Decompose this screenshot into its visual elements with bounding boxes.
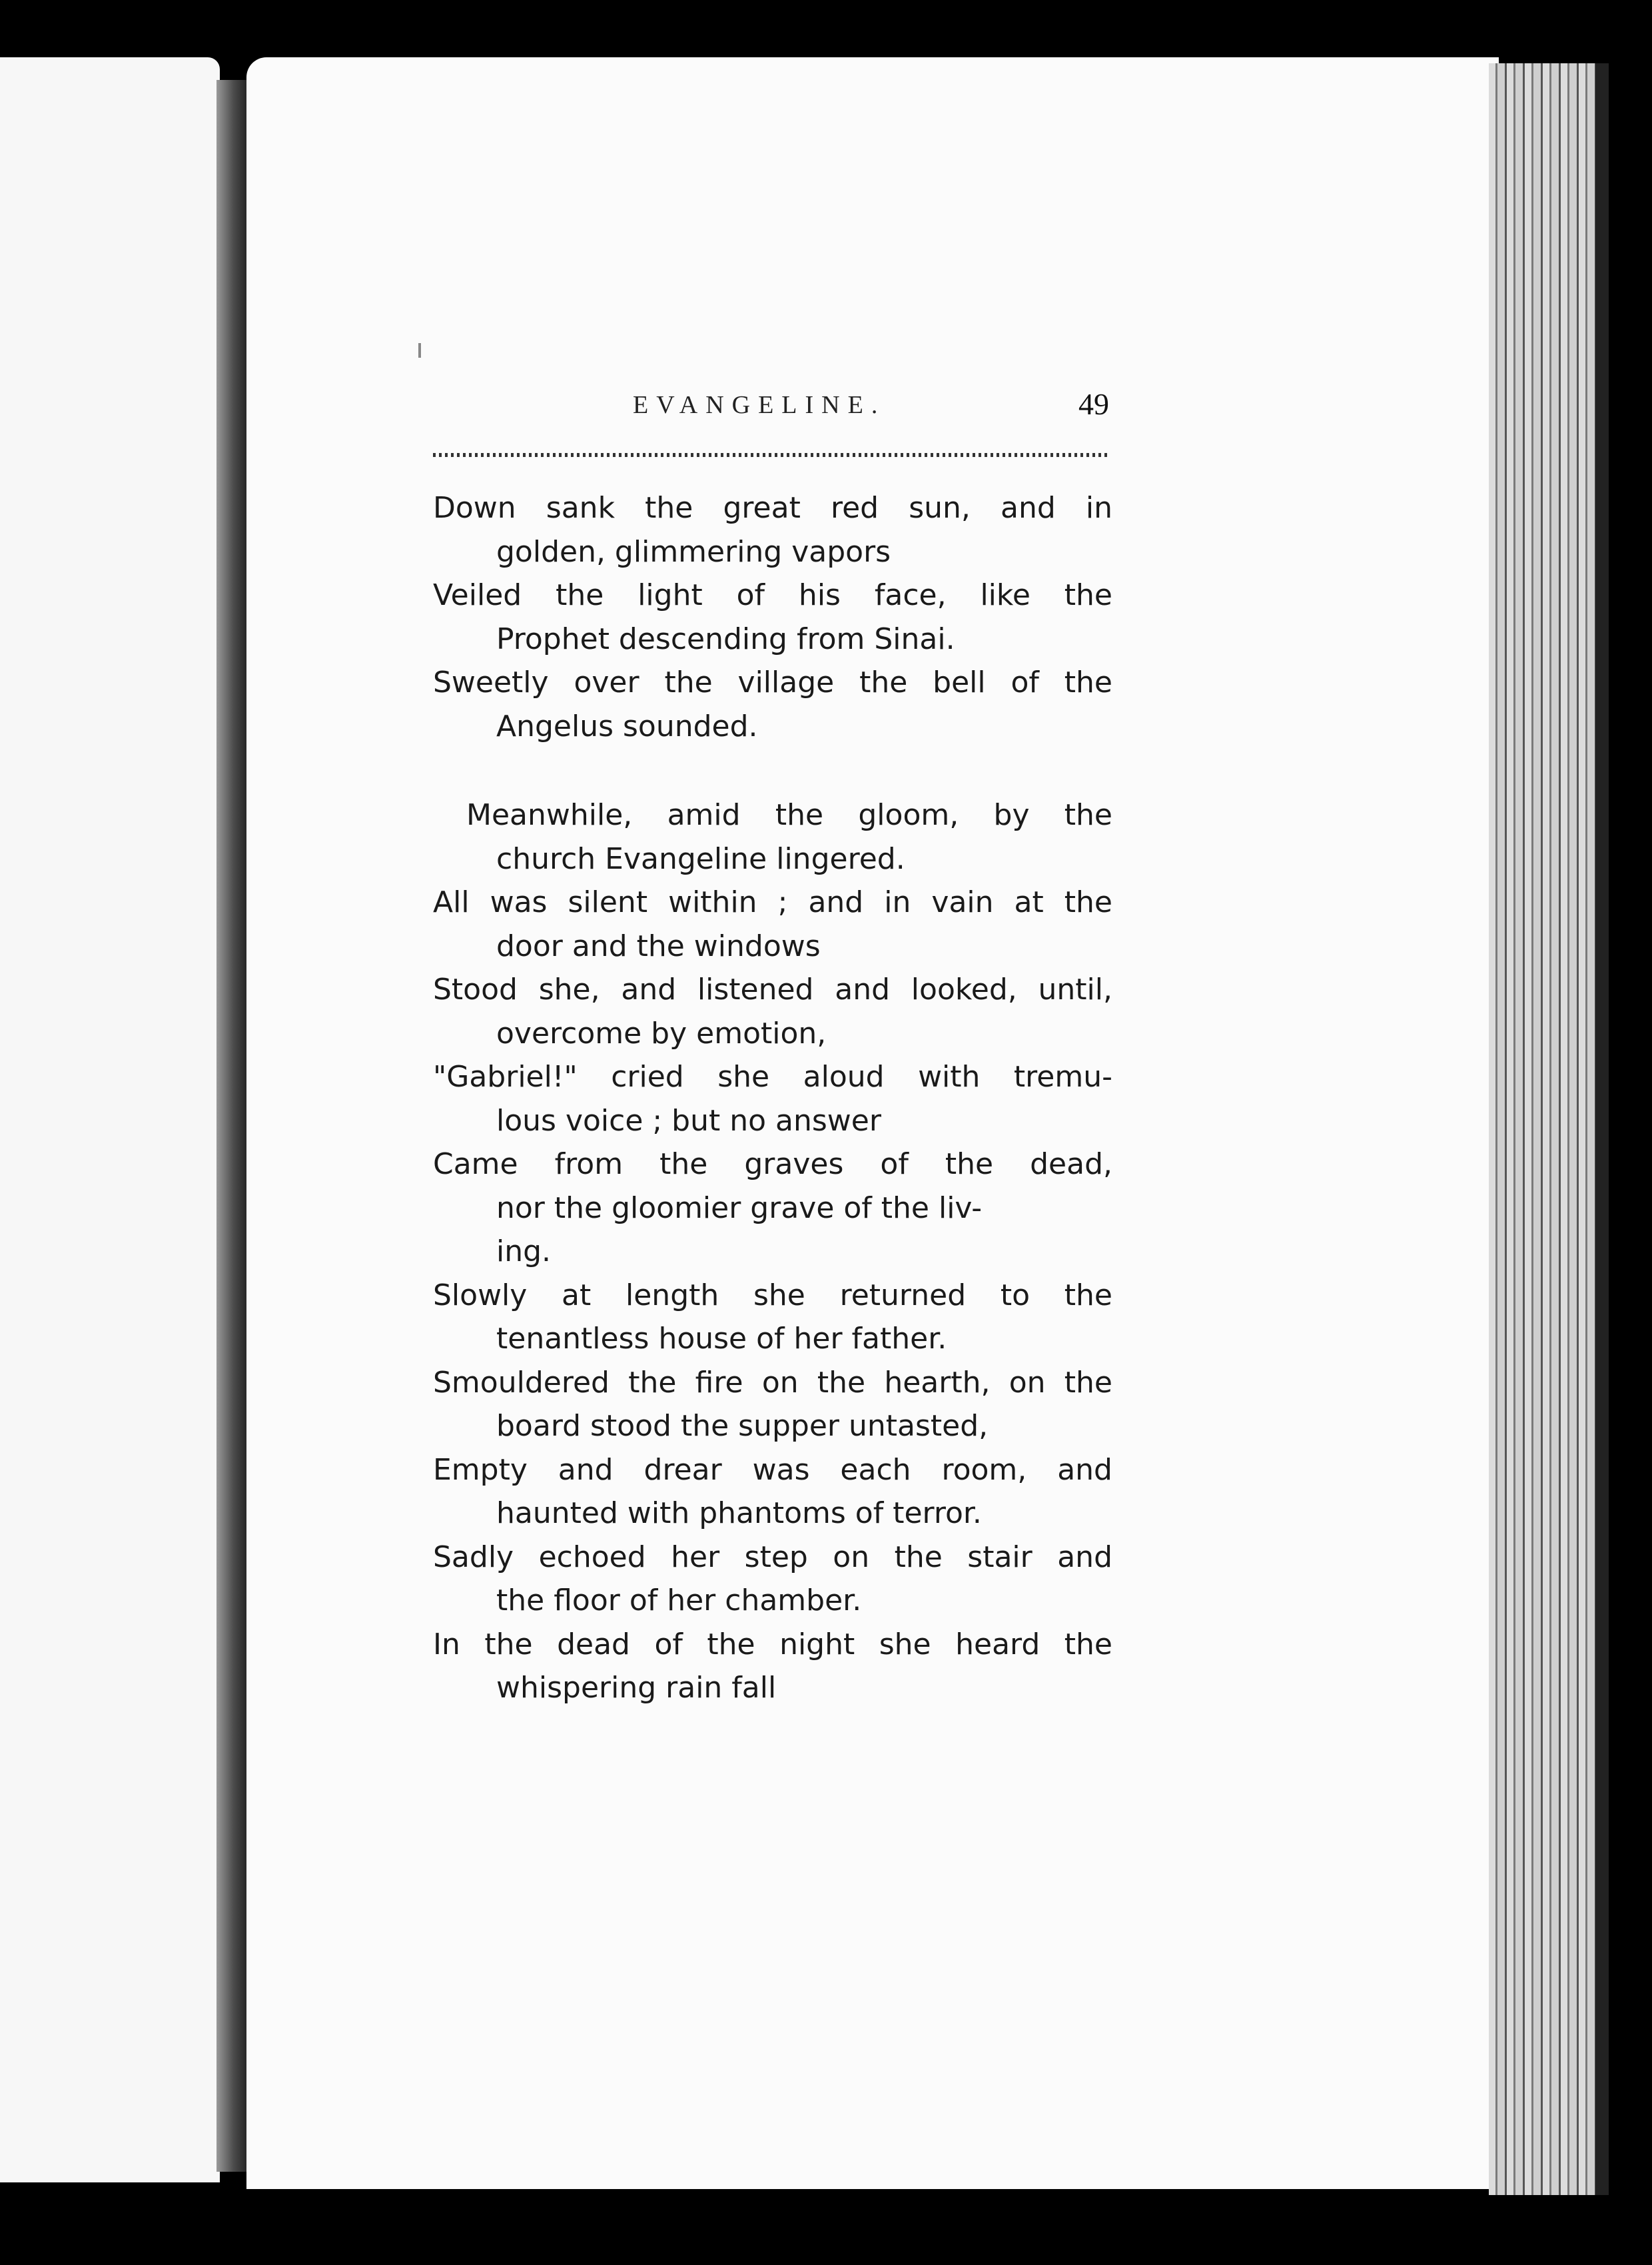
page-edges [1489,63,1599,2195]
verse-continuation: overcome by emotion, [496,1016,827,1051]
verse-continuation: Prophet descending from Sinai. [496,622,955,656]
previous-page-fragment [0,1522,210,1553]
book-edge-shadow [1595,63,1609,2195]
verse-line: Stood she, and listened and looked, until, [433,973,1112,1007]
stanza-gap [433,748,1112,793]
previous-page-fragment [0,825,210,855]
poem-text [433,486,1112,1710]
previous-page-fragment [0,1259,210,1290]
previous-page-fragment [0,426,210,457]
verse-line: Meanwhile, amid the gloom, by the [466,798,1112,832]
previous-page-fragment [0,576,210,607]
previous-page-fragment [0,1346,210,1376]
verse-continuation: church Evangeline lingered. [496,841,905,876]
previous-page-fragment [0,997,210,1028]
verse-line: All was silent within ; and in vain at the [433,885,1112,919]
previous-page-fragment [0,783,210,813]
verse-continuation: Angelus sounded. [496,709,758,743]
previous-page-fragment [0,492,210,522]
verse-continuation: nor the gloomier grave of the liv- [496,1190,983,1225]
previous-page-fragment [0,650,210,680]
previous-page-fragment [0,1432,210,1463]
previous-page-fragment [0,909,210,940]
verse-line: In the dead of the night she heard the [433,1627,1112,1661]
verse-continuation: haunted with phantoms of terror. [496,1496,982,1530]
page-number: 49 [1078,387,1109,421]
verse-continuation: golden, glimmering vapors [496,534,891,569]
previous-page-fragment [0,736,210,767]
verse-line: "Gabriel!" cried she aloud with tremu- [433,1060,1112,1094]
verse-line: Sweetly over the village the bell of the [433,666,1112,699]
verse-continuation: whispering rain fall [496,1671,777,1705]
verse-continuation: ing. [496,1234,552,1268]
verse-line: Sadly echoed her step on the stair and [433,1540,1112,1574]
previous-page-fragment [0,1085,210,1115]
verse-line: Veiled the light of his face, like the [433,578,1112,612]
stray-mark [418,343,421,358]
previous-page-fragment [0,1171,210,1202]
verse-line: Came from the graves of the dead, [433,1147,1112,1181]
verse-continuation: board stood the supper untasted, [496,1409,989,1443]
running-title: EVANGELINE. [633,391,886,419]
previous-page-fragment [0,693,210,723]
verse-line: Down sank the great red sun, and in [433,491,1112,525]
verse-line: Slowly at length she returned to the [433,1278,1112,1312]
verse-line: Empty and drear was each room, and [433,1452,1112,1487]
previous-page-fragment [0,1609,210,1639]
verse-continuation: lous voice ; but no answer [496,1103,881,1138]
verse-continuation: door and the windows [496,929,821,963]
verse-continuation: tenantless house of her father. [496,1322,947,1356]
header-rule [433,453,1109,457]
verse-continuation: the floor of her chamber. [496,1584,862,1617]
previous-page [0,57,220,2182]
verse-line: Smouldered the fire on the hearth, on the [433,1365,1112,1400]
